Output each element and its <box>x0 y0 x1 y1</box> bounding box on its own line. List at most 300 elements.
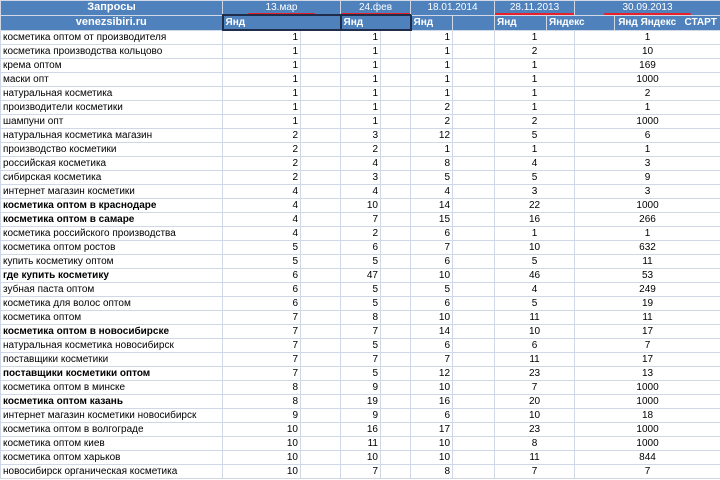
empty-cell[interactable] <box>381 157 411 171</box>
empty-cell[interactable] <box>453 395 495 409</box>
empty-cell[interactable] <box>301 395 341 409</box>
empty-cell[interactable] <box>301 423 341 437</box>
rank-cell-4[interactable]: 1 <box>495 73 575 87</box>
rank-cell-2[interactable]: 19 <box>341 395 381 409</box>
rank-cell-4[interactable]: 1 <box>495 59 575 73</box>
rank-cell-3[interactable]: 16 <box>411 395 453 409</box>
query-cell[interactable]: поставщики косметики оптом <box>1 367 223 381</box>
rank-cell-4[interactable]: 20 <box>495 395 575 409</box>
rank-cell-4[interactable]: 10 <box>495 241 575 255</box>
empty-cell[interactable] <box>301 45 341 59</box>
rank-cell-3[interactable]: 10 <box>411 451 453 465</box>
empty-cell[interactable] <box>301 437 341 451</box>
empty-cell[interactable] <box>453 171 495 185</box>
rank-cell-1[interactable]: 7 <box>223 311 301 325</box>
rank-cell-1[interactable]: 1 <box>223 30 301 45</box>
empty-cell[interactable] <box>381 59 411 73</box>
rank-cell-2[interactable]: 6 <box>341 241 381 255</box>
rank-cell-2[interactable]: 5 <box>341 255 381 269</box>
query-cell[interactable]: где купить косметику <box>1 269 223 283</box>
rank-cell-3[interactable]: 14 <box>411 325 453 339</box>
rank-cell-5[interactable]: 249 <box>575 283 720 297</box>
rank-cell-5[interactable]: 7 <box>575 465 720 479</box>
rank-cell-3[interactable]: 10 <box>411 269 453 283</box>
rank-cell-2[interactable]: 10 <box>341 451 381 465</box>
rank-cell-1[interactable]: 5 <box>223 241 301 255</box>
empty-cell[interactable] <box>381 255 411 269</box>
rank-cell-3[interactable]: 10 <box>411 381 453 395</box>
date-cell-4[interactable] <box>495 1 575 16</box>
empty-cell[interactable] <box>301 269 341 283</box>
empty-cell[interactable] <box>453 367 495 381</box>
rank-cell-5[interactable]: 13 <box>575 367 720 381</box>
rank-cell-5[interactable]: 1000 <box>575 423 720 437</box>
rank-cell-3[interactable]: 6 <box>411 297 453 311</box>
rank-cell-1[interactable]: 4 <box>223 213 301 227</box>
rank-cell-3[interactable]: 12 <box>411 129 453 143</box>
empty-cell[interactable] <box>301 30 341 45</box>
rank-cell-5[interactable]: 2 <box>575 87 720 101</box>
query-cell[interactable]: купить косметику оптом <box>1 255 223 269</box>
rank-cell-2[interactable]: 5 <box>341 297 381 311</box>
empty-cell[interactable] <box>381 409 411 423</box>
empty-cell[interactable] <box>381 143 411 157</box>
empty-cell[interactable] <box>381 283 411 297</box>
empty-cell[interactable] <box>453 283 495 297</box>
empty-cell[interactable] <box>453 311 495 325</box>
rank-cell-4[interactable]: 5 <box>495 255 575 269</box>
rank-cell-1[interactable]: 7 <box>223 339 301 353</box>
empty-cell[interactable] <box>453 339 495 353</box>
rank-cell-2[interactable]: 7 <box>341 213 381 227</box>
rank-cell-2[interactable]: 1 <box>341 30 381 45</box>
rank-cell-1[interactable]: 4 <box>223 185 301 199</box>
empty-cell[interactable] <box>453 353 495 367</box>
rank-cell-2[interactable]: 5 <box>341 283 381 297</box>
query-cell[interactable]: косметика оптом киев <box>1 437 223 451</box>
rank-cell-5[interactable]: 1000 <box>575 381 720 395</box>
rank-cell-5[interactable]: 1 <box>575 227 720 241</box>
rank-cell-3[interactable]: 6 <box>411 227 453 241</box>
query-cell[interactable]: косметика оптом в волгограде <box>1 423 223 437</box>
rank-cell-4[interactable]: 2 <box>495 115 575 129</box>
rank-cell-1[interactable]: 10 <box>223 437 301 451</box>
empty-cell[interactable] <box>301 325 341 339</box>
empty-cell[interactable] <box>301 227 341 241</box>
rank-cell-5[interactable]: 1000 <box>575 115 720 129</box>
rank-cell-2[interactable]: 2 <box>341 227 381 241</box>
query-cell[interactable]: российская косметика <box>1 157 223 171</box>
rank-cell-4[interactable]: 2 <box>495 45 575 59</box>
rank-cell-2[interactable]: 9 <box>341 381 381 395</box>
rank-cell-3[interactable]: 1 <box>411 30 453 45</box>
col-header-1[interactable]: Янд <box>223 15 341 30</box>
empty-cell[interactable] <box>301 409 341 423</box>
empty-cell[interactable] <box>301 157 341 171</box>
empty-cell[interactable] <box>453 451 495 465</box>
rank-cell-1[interactable]: 1 <box>223 115 301 129</box>
empty-cell[interactable] <box>381 185 411 199</box>
empty-cell[interactable] <box>453 101 495 115</box>
rank-cell-3[interactable]: 5 <box>411 171 453 185</box>
empty-cell[interactable] <box>381 129 411 143</box>
rank-cell-5[interactable]: 1000 <box>575 199 720 213</box>
empty-cell[interactable] <box>381 115 411 129</box>
rank-cell-3[interactable]: 1 <box>411 87 453 101</box>
empty-cell[interactable] <box>381 269 411 283</box>
rank-cell-4[interactable]: 11 <box>495 451 575 465</box>
rank-cell-5[interactable]: 3 <box>575 185 720 199</box>
empty-cell[interactable] <box>453 423 495 437</box>
query-cell[interactable]: новосибирск органическая косметика <box>1 465 223 479</box>
query-cell[interactable]: интернет магазин косметики <box>1 185 223 199</box>
empty-cell[interactable] <box>301 381 341 395</box>
empty-cell[interactable] <box>381 381 411 395</box>
rank-cell-3[interactable]: 12 <box>411 367 453 381</box>
query-cell[interactable]: косметика для волос оптом <box>1 297 223 311</box>
rank-cell-1[interactable]: 2 <box>223 171 301 185</box>
query-cell[interactable]: косметика оптом в краснодаре <box>1 199 223 213</box>
rank-cell-3[interactable]: 1 <box>411 59 453 73</box>
empty-cell[interactable] <box>381 45 411 59</box>
rank-cell-3[interactable]: 15 <box>411 213 453 227</box>
query-cell[interactable]: косметика оптом харьков <box>1 451 223 465</box>
query-cell[interactable]: косметика оптом в самаре <box>1 213 223 227</box>
query-cell[interactable]: косметика оптом в минске <box>1 381 223 395</box>
rank-cell-3[interactable]: 6 <box>411 255 453 269</box>
query-cell[interactable]: шампуни опт <box>1 115 223 129</box>
query-cell[interactable]: косметика оптом в новосибирске <box>1 325 223 339</box>
query-cell[interactable]: косметика оптом от производителя <box>1 30 223 45</box>
query-cell[interactable]: маски опт <box>1 73 223 87</box>
query-cell[interactable]: интернет магазин косметики новосибирск <box>1 409 223 423</box>
rank-cell-3[interactable]: 7 <box>411 241 453 255</box>
rank-cell-2[interactable]: 4 <box>341 157 381 171</box>
empty-cell[interactable] <box>453 409 495 423</box>
rank-cell-5[interactable]: 11 <box>575 311 720 325</box>
rank-cell-5[interactable]: 7 <box>575 339 720 353</box>
rank-cell-4[interactable]: 5 <box>495 171 575 185</box>
rank-cell-5[interactable]: 9 <box>575 171 720 185</box>
rank-cell-4[interactable]: 7 <box>495 381 575 395</box>
rank-cell-4[interactable]: 1 <box>495 227 575 241</box>
rank-cell-5[interactable]: 6 <box>575 129 720 143</box>
empty-cell[interactable] <box>301 199 341 213</box>
rank-cell-3[interactable]: 4 <box>411 185 453 199</box>
rank-cell-3[interactable]: 8 <box>411 157 453 171</box>
rank-cell-5[interactable]: 17 <box>575 353 720 367</box>
date-cell-2[interactable] <box>341 1 411 16</box>
empty-cell[interactable] <box>301 101 341 115</box>
rank-cell-5[interactable]: 11 <box>575 255 720 269</box>
empty-cell[interactable] <box>301 367 341 381</box>
empty-cell[interactable] <box>453 269 495 283</box>
rank-cell-5[interactable]: 1000 <box>575 437 720 451</box>
empty-cell[interactable] <box>453 45 495 59</box>
empty-cell[interactable] <box>381 423 411 437</box>
query-cell[interactable]: сибирская косметика <box>1 171 223 185</box>
empty-cell[interactable] <box>381 87 411 101</box>
rank-cell-2[interactable]: 4 <box>341 185 381 199</box>
rank-cell-4[interactable]: 22 <box>495 199 575 213</box>
rank-cell-3[interactable]: 6 <box>411 339 453 353</box>
rank-cell-4[interactable]: 16 <box>495 213 575 227</box>
empty-cell[interactable] <box>301 87 341 101</box>
title-cell[interactable]: Запросы <box>1 1 223 16</box>
rank-cell-4[interactable]: 4 <box>495 283 575 297</box>
rank-cell-5[interactable]: 10 <box>575 45 720 59</box>
rank-cell-2[interactable]: 2 <box>341 143 381 157</box>
date-cell-1[interactable] <box>223 1 341 16</box>
rank-cell-5[interactable]: 844 <box>575 451 720 465</box>
rank-cell-5[interactable]: 266 <box>575 213 720 227</box>
rank-cell-1[interactable]: 1 <box>223 87 301 101</box>
rank-cell-4[interactable]: 1 <box>495 30 575 45</box>
query-cell[interactable]: натуральная косметика <box>1 87 223 101</box>
rank-cell-3[interactable]: 10 <box>411 311 453 325</box>
empty-cell[interactable] <box>301 129 341 143</box>
empty-cell[interactable] <box>381 30 411 45</box>
rank-cell-1[interactable]: 7 <box>223 367 301 381</box>
empty-cell[interactable] <box>301 213 341 227</box>
empty-cell[interactable] <box>301 283 341 297</box>
col-header-3b[interactable] <box>453 15 495 30</box>
empty-cell[interactable] <box>301 59 341 73</box>
empty-cell[interactable] <box>453 59 495 73</box>
rank-cell-4[interactable]: 5 <box>495 297 575 311</box>
site-cell[interactable]: venezsibiri.ru <box>1 15 223 30</box>
empty-cell[interactable] <box>453 115 495 129</box>
date-cell-5[interactable] <box>575 1 720 16</box>
rank-cell-4[interactable]: 1 <box>495 101 575 115</box>
empty-cell[interactable] <box>301 339 341 353</box>
empty-cell[interactable] <box>453 255 495 269</box>
empty-cell[interactable] <box>453 143 495 157</box>
empty-cell[interactable] <box>381 213 411 227</box>
rank-cell-5[interactable]: 3 <box>575 157 720 171</box>
empty-cell[interactable] <box>381 199 411 213</box>
rank-cell-1[interactable]: 6 <box>223 297 301 311</box>
rank-cell-4[interactable]: 1 <box>495 87 575 101</box>
rank-cell-3[interactable]: 1 <box>411 45 453 59</box>
empty-cell[interactable] <box>301 311 341 325</box>
empty-cell[interactable] <box>453 87 495 101</box>
rank-cell-5[interactable]: 1000 <box>575 73 720 87</box>
rank-cell-1[interactable]: 2 <box>223 129 301 143</box>
rank-cell-2[interactable]: 16 <box>341 423 381 437</box>
rank-cell-1[interactable]: 5 <box>223 255 301 269</box>
rank-cell-1[interactable]: 6 <box>223 283 301 297</box>
rank-cell-1[interactable]: 2 <box>223 143 301 157</box>
rank-cell-1[interactable]: 1 <box>223 59 301 73</box>
rank-cell-2[interactable]: 5 <box>341 367 381 381</box>
empty-cell[interactable] <box>301 143 341 157</box>
rank-cell-5[interactable]: 632 <box>575 241 720 255</box>
rank-cell-2[interactable]: 3 <box>341 129 381 143</box>
col-header-3[interactable]: Янд <box>411 15 453 30</box>
rank-cell-4[interactable]: 3 <box>495 185 575 199</box>
empty-cell[interactable] <box>453 437 495 451</box>
empty-cell[interactable] <box>453 199 495 213</box>
query-cell[interactable]: зубная паста оптом <box>1 283 223 297</box>
rank-cell-1[interactable]: 1 <box>223 45 301 59</box>
col-header-4[interactable]: Янд <box>495 15 547 30</box>
rank-cell-4[interactable]: 23 <box>495 367 575 381</box>
empty-cell[interactable] <box>453 297 495 311</box>
empty-cell[interactable] <box>453 129 495 143</box>
rank-cell-1[interactable]: 4 <box>223 227 301 241</box>
rank-cell-2[interactable]: 5 <box>341 339 381 353</box>
rank-cell-2[interactable]: 11 <box>341 437 381 451</box>
empty-cell[interactable] <box>453 157 495 171</box>
rank-cell-2[interactable]: 9 <box>341 409 381 423</box>
rank-cell-5[interactable]: 1 <box>575 30 720 45</box>
rank-cell-1[interactable]: 7 <box>223 325 301 339</box>
empty-cell[interactable] <box>381 353 411 367</box>
query-cell[interactable]: крема оптом <box>1 59 223 73</box>
empty-cell[interactable] <box>453 227 495 241</box>
rank-cell-4[interactable]: 23 <box>495 423 575 437</box>
empty-cell[interactable] <box>301 73 341 87</box>
rank-cell-1[interactable]: 1 <box>223 101 301 115</box>
rank-cell-4[interactable]: 6 <box>495 339 575 353</box>
empty-cell[interactable] <box>381 73 411 87</box>
rank-cell-5[interactable]: 19 <box>575 297 720 311</box>
col-header-5[interactable] <box>615 15 720 30</box>
empty-cell[interactable] <box>453 213 495 227</box>
rank-cell-5[interactable]: 1 <box>575 101 720 115</box>
empty-cell[interactable] <box>453 73 495 87</box>
rank-cell-3[interactable]: 17 <box>411 423 453 437</box>
rank-cell-3[interactable]: 5 <box>411 283 453 297</box>
rank-cell-5[interactable]: 17 <box>575 325 720 339</box>
rank-cell-4[interactable]: 10 <box>495 409 575 423</box>
rank-cell-4[interactable]: 46 <box>495 269 575 283</box>
query-cell[interactable]: косметика российского производства <box>1 227 223 241</box>
rank-cell-4[interactable]: 8 <box>495 437 575 451</box>
query-cell[interactable]: косметика оптом ростов <box>1 241 223 255</box>
rank-cell-2[interactable]: 7 <box>341 353 381 367</box>
empty-cell[interactable] <box>381 241 411 255</box>
rank-cell-5[interactable]: 18 <box>575 409 720 423</box>
empty-cell[interactable] <box>381 339 411 353</box>
rank-cell-3[interactable]: 2 <box>411 115 453 129</box>
empty-cell[interactable] <box>301 185 341 199</box>
rank-cell-2[interactable]: 8 <box>341 311 381 325</box>
rank-cell-2[interactable]: 1 <box>341 59 381 73</box>
empty-cell[interactable] <box>453 30 495 45</box>
empty-cell[interactable] <box>453 241 495 255</box>
rank-cell-2[interactable]: 1 <box>341 45 381 59</box>
rank-cell-2[interactable]: 1 <box>341 87 381 101</box>
rank-cell-2[interactable]: 1 <box>341 73 381 87</box>
empty-cell[interactable] <box>453 381 495 395</box>
rank-cell-2[interactable]: 7 <box>341 325 381 339</box>
empty-cell[interactable] <box>301 297 341 311</box>
empty-cell[interactable] <box>301 255 341 269</box>
empty-cell[interactable] <box>453 465 495 479</box>
rank-cell-2[interactable]: 1 <box>341 115 381 129</box>
empty-cell[interactable] <box>453 185 495 199</box>
query-cell[interactable]: производители косметики <box>1 101 223 115</box>
query-cell[interactable]: натуральная косметика магазин <box>1 129 223 143</box>
empty-cell[interactable] <box>381 227 411 241</box>
rank-cell-3[interactable]: 2 <box>411 101 453 115</box>
empty-cell[interactable] <box>381 325 411 339</box>
rank-cell-5[interactable]: 1000 <box>575 395 720 409</box>
rank-cell-1[interactable]: 7 <box>223 353 301 367</box>
query-cell[interactable]: косметика оптом <box>1 311 223 325</box>
empty-cell[interactable] <box>301 241 341 255</box>
empty-cell[interactable] <box>381 297 411 311</box>
rank-cell-3[interactable]: 1 <box>411 143 453 157</box>
rank-cell-1[interactable]: 1 <box>223 73 301 87</box>
empty-cell[interactable] <box>301 451 341 465</box>
rank-cell-3[interactable]: 6 <box>411 409 453 423</box>
col-header-4b[interactable]: Яндекс <box>547 15 615 30</box>
rank-cell-4[interactable]: 11 <box>495 311 575 325</box>
rank-cell-4[interactable]: 11 <box>495 353 575 367</box>
empty-cell[interactable] <box>381 101 411 115</box>
rank-cell-1[interactable]: 2 <box>223 157 301 171</box>
empty-cell[interactable] <box>453 325 495 339</box>
rank-cell-4[interactable]: 10 <box>495 325 575 339</box>
rank-cell-1[interactable]: 4 <box>223 199 301 213</box>
empty-cell[interactable] <box>301 171 341 185</box>
query-cell[interactable]: производство косметики <box>1 143 223 157</box>
rank-cell-1[interactable]: 10 <box>223 423 301 437</box>
empty-cell[interactable] <box>381 395 411 409</box>
rank-cell-1[interactable]: 8 <box>223 381 301 395</box>
rank-cell-2[interactable]: 10 <box>341 199 381 213</box>
empty-cell[interactable] <box>301 465 341 479</box>
empty-cell[interactable] <box>381 171 411 185</box>
rank-cell-1[interactable]: 10 <box>223 465 301 479</box>
rank-cell-2[interactable]: 3 <box>341 171 381 185</box>
rank-cell-1[interactable]: 6 <box>223 269 301 283</box>
empty-cell[interactable] <box>301 353 341 367</box>
rank-cell-4[interactable]: 5 <box>495 129 575 143</box>
query-cell[interactable]: поставщики косметики <box>1 353 223 367</box>
rank-cell-1[interactable]: 10 <box>223 451 301 465</box>
rank-cell-3[interactable]: 14 <box>411 199 453 213</box>
rank-cell-4[interactable]: 1 <box>495 143 575 157</box>
empty-cell[interactable] <box>381 451 411 465</box>
rank-cell-5[interactable]: 53 <box>575 269 720 283</box>
rank-cell-3[interactable]: 8 <box>411 465 453 479</box>
query-cell[interactable]: косметика производства кольцово <box>1 45 223 59</box>
col-header-2[interactable]: Янд <box>341 15 411 30</box>
empty-cell[interactable] <box>301 115 341 129</box>
rank-cell-3[interactable]: 7 <box>411 353 453 367</box>
rank-cell-2[interactable]: 7 <box>341 465 381 479</box>
rank-cell-4[interactable]: 7 <box>495 465 575 479</box>
rank-cell-2[interactable]: 47 <box>341 269 381 283</box>
empty-cell[interactable] <box>381 465 411 479</box>
rank-cell-1[interactable]: 8 <box>223 395 301 409</box>
rank-cell-2[interactable]: 1 <box>341 101 381 115</box>
rank-cell-3[interactable]: 1 <box>411 73 453 87</box>
rank-cell-4[interactable]: 4 <box>495 157 575 171</box>
date-cell-3[interactable] <box>411 1 495 16</box>
empty-cell[interactable] <box>381 367 411 381</box>
rank-cell-5[interactable]: 169 <box>575 59 720 73</box>
empty-cell[interactable] <box>381 311 411 325</box>
rank-cell-3[interactable]: 10 <box>411 437 453 451</box>
rank-cell-5[interactable]: 1 <box>575 143 720 157</box>
rank-cell-1[interactable]: 9 <box>223 409 301 423</box>
query-cell[interactable]: косметика оптом казань <box>1 395 223 409</box>
